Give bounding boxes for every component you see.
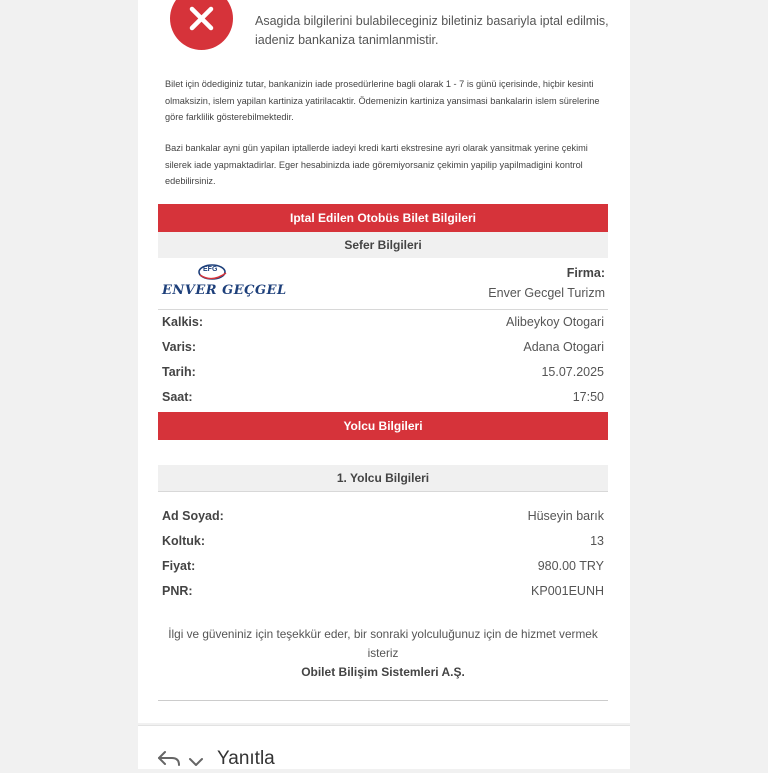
row-label: Varis: bbox=[162, 340, 197, 354]
passenger-sub-header: 1. Yolcu Bilgileri bbox=[158, 465, 608, 491]
refund-info-paragraph: Bilet için ödediginiz tutar, bankanizin iade prosedürlerine bagli olarak 1 - 7 is günü içerisinde, hiçbir kesinti olmaksizin, islem yapilan kartiniza yatirilacaktir. Ödemenizin kartiniza yansimasi bankalarin islem sürelerine göre farklilik gösterebilmektedir. bbox=[165, 79, 600, 122]
trip-row-arrival bbox=[162, 337, 604, 357]
passenger-row-price bbox=[162, 556, 604, 576]
row-value: 980.00 TRY bbox=[537, 559, 604, 573]
trip-row-departure bbox=[162, 312, 604, 332]
row-value: 15.07.2025 bbox=[541, 365, 604, 379]
divider bbox=[158, 491, 608, 492]
cancelled-ticket-header: Iptal Edilen Otobüs Bilet Bilgileri bbox=[158, 204, 608, 232]
logo-badge: EFG bbox=[203, 266, 218, 273]
trip-row-time bbox=[162, 387, 604, 407]
passenger-row-seat bbox=[162, 531, 604, 551]
row-value: 13 bbox=[590, 534, 604, 548]
row-value: Adana Otogari bbox=[523, 340, 604, 354]
row-value: Alibeykoy Otogari bbox=[506, 315, 604, 329]
reply-toolbar bbox=[138, 725, 630, 769]
row-label: Koltuk: bbox=[162, 534, 206, 548]
row-label: Saat: bbox=[162, 390, 193, 404]
logo-text: ENVER GEÇGEL bbox=[162, 283, 287, 298]
thanks-message: İlgi ve güveniniz için teşekkür eder, bir sonraki yolculuğunuz için de hizmet vermek isteriz bbox=[168, 627, 598, 660]
firma-value: Enver Gecgel Turizm bbox=[488, 286, 605, 300]
cancel-x-icon bbox=[170, 0, 233, 50]
trip-info-header: Sefer Bilgileri bbox=[158, 232, 608, 258]
row-label: Ad Soyad: bbox=[162, 509, 224, 523]
divider bbox=[158, 309, 608, 310]
passenger-row-name bbox=[162, 506, 604, 526]
row-value: KP001EUNH bbox=[531, 584, 604, 598]
row-label: Fiyat: bbox=[162, 559, 196, 573]
row-label: Kalkis: bbox=[162, 315, 203, 329]
chevron-down-icon[interactable] bbox=[188, 754, 204, 772]
passenger-header: Yolcu Bilgileri bbox=[158, 412, 608, 440]
bus-company-logo bbox=[162, 262, 287, 302]
trip-row-date bbox=[162, 362, 604, 382]
company-signature: Obilet Bilişim Sistemleri A.Ş. bbox=[301, 665, 465, 679]
passenger-row-pnr bbox=[162, 581, 604, 601]
row-label: PNR: bbox=[162, 584, 193, 598]
email-card bbox=[138, 0, 630, 723]
bank-info-paragraph: Bazi bankalar ayni gün yapilan iptallerde iadeyi kredi karti ekstresine ayri olarak yansitmak yerine çekimi silerek iade yapmaktadirlar. Eger hesabinizda iade göremiyorsaniz çekimin yapilip yapilmadigini kontrol edebilirsiniz. bbox=[165, 143, 588, 186]
reply-button[interactable]: Yanıtla bbox=[217, 748, 275, 769]
reply-icon[interactable] bbox=[156, 750, 182, 773]
cancel-headline: Asagida bilgilerini bulabileceginiz biletiniz basariyla iptal edilmis, iadeniz bankaniza tanimlanmistir. bbox=[255, 14, 609, 47]
row-value: Hüseyin barık bbox=[527, 509, 604, 523]
row-value: 17:50 bbox=[572, 390, 604, 404]
firma-label: Firma: bbox=[566, 266, 605, 280]
divider bbox=[158, 700, 608, 701]
row-label: Tarih: bbox=[162, 365, 196, 379]
